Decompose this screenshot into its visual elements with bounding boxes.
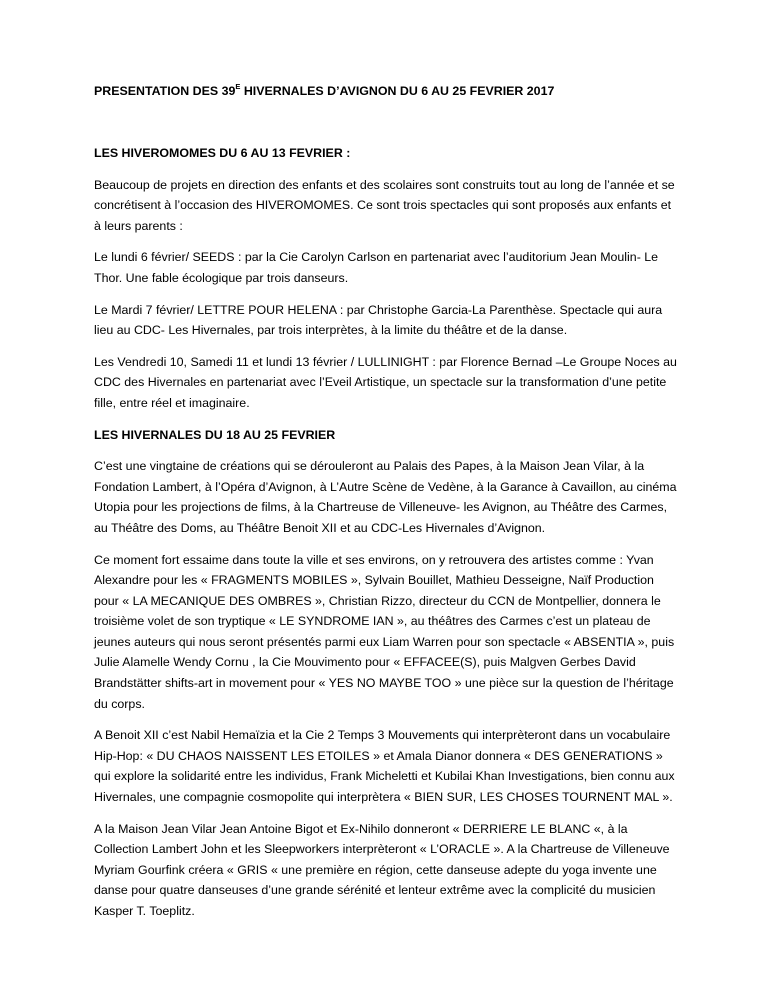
document-title [94,81,680,102]
section2-paragraph-2: Ce moment fort essaime dans toute la ville et ses environs, on y retrouvera des artistes comme : Yvan Alexandre pour les « FRAGMENTS MOBILES », Sylvain Bouillet, Mathieu Desseigne, Naïf Production pour « LA MECANIQUE DES OMBRES », Christian Rizzo, directeur du CCN de Montpellier, donnera le troisième volet de son tryptique « LE SYNDROME IAN », au théâtres des Carmes c’est un plateau de jeunes auteurs qui nous seront présentés parmi eux Liam Warren pour son spectacle « ABSENTIA », puis Julie Alamelle Wendy Cornu , la Cie Mouvimento pour « EFFACEE(S), puis Malgven Gerbes David Brandstätter shifts-art in movement pour « YES NO MAYBE TOO » une pièce sur la question de l’héritage du corps. [94,552,675,711]
section1-paragraph-2: Le lundi 6 février/ SEEDS : par la Cie Carolyn Carlson en partenariat avec l’auditorium Jean Moulin- Le Thor. Une fable écologique par trois danseurs. [94,250,659,285]
section1-paragraph-1: Beaucoup de projets en direction des enfants et des scolaires sont construits tout au long de l’année et se concrétisent à l’occasion des HIVEROMOMES. Ce sont trois spectacles qui sont proposés aux enfants et à leurs parents : [94,177,675,233]
section2-paragraph-1: C’est une vingtaine de créations qui se dérouleront au Palais des Papes, à la Maison Jean Vilar, à la Fondation Lambert, à l’Opéra d’Avignon, à L’Autre Scène de Vedène, à la Garance à Cavaillon, au cinéma Utopia pour les projections de films, à la Chartreuse de Villeneuve- les Avignon, au Théâtre des Carmes, au Théâtre des Doms, au Théâtre Benoit XII et au CDC-Les Hivernales d’Avignon. [94,459,677,535]
section2-body [94,456,680,921]
section2-heading: LES HIVERNALES DU 18 AU 25 FEVRIER [94,427,336,442]
document-content [94,81,680,933]
section1-heading: LES HIVEROMOMES DU 6 AU 13 FEVRIER : [94,146,351,160]
title-text-end: HIVERNALES D’AVIGNON DU 6 AU 25 FEVRIER 2017 [240,84,555,98]
section2-paragraph-3: A Benoit XII c’est Nabil Hemaïzia et la Cie 2 Temps 3 Mouvements qui interprèteront dans un vocabulaire Hip-Hop: « DU CHAOS NAISSENT LES ETOILES » et Amala Dianor donnera « DES GENERATIONS » qui explore la solidarité entre les individus, Frank Micheletti et Kubilai Khan Investigations, bien connu aux Hivernales, une compagnie cosmopolite qui interprètera « BIEN SUR, LES CHOSES TOURNENT MAL ». [94,728,675,805]
title-text-start: PRESENTATION DES 39 [94,84,236,98]
section1-body [94,175,680,414]
section2-paragraph-4: A la Maison Jean Vilar Jean Antoine Bigot et Ex-Nihilo donneront « DERRIERE LE BLANC «, à la Collection Lambert John et les Sleepworkers interprèteront « L’ORACLE ». A la Chartreuse de Villeneuve Myriam Gourfink créera « GRIS « une première en région, cette danseuse adepte du yoga invente une danse pour quatre danseuses d’une grande sérénité et lenteur extrême avec la complicité du musicien Kasper T. Toeplitz. [94,821,670,918]
section1-paragraph-3: Le Mardi 7 février/ LETTRE POUR HELENA : par Christophe Garcia-La Parenthèse. Spectacle qui aura lieu au CDC- Les Hivernales, par trois interprètes, à la limite du théâtre et de la danse. [94,302,663,338]
title-superscript: E [235,82,241,91]
section1-paragraph-4: Les Vendredi 10, Samedi 11 et lundi 13 février / LULLINIGHT : par Florence Bernad –Le Groupe Noces au CDC des Hivernales en partenariat avec l’Eveil Artistique, un spectacle sur la transformation d’une petite fille, entre réel et imaginaire. [94,354,677,410]
